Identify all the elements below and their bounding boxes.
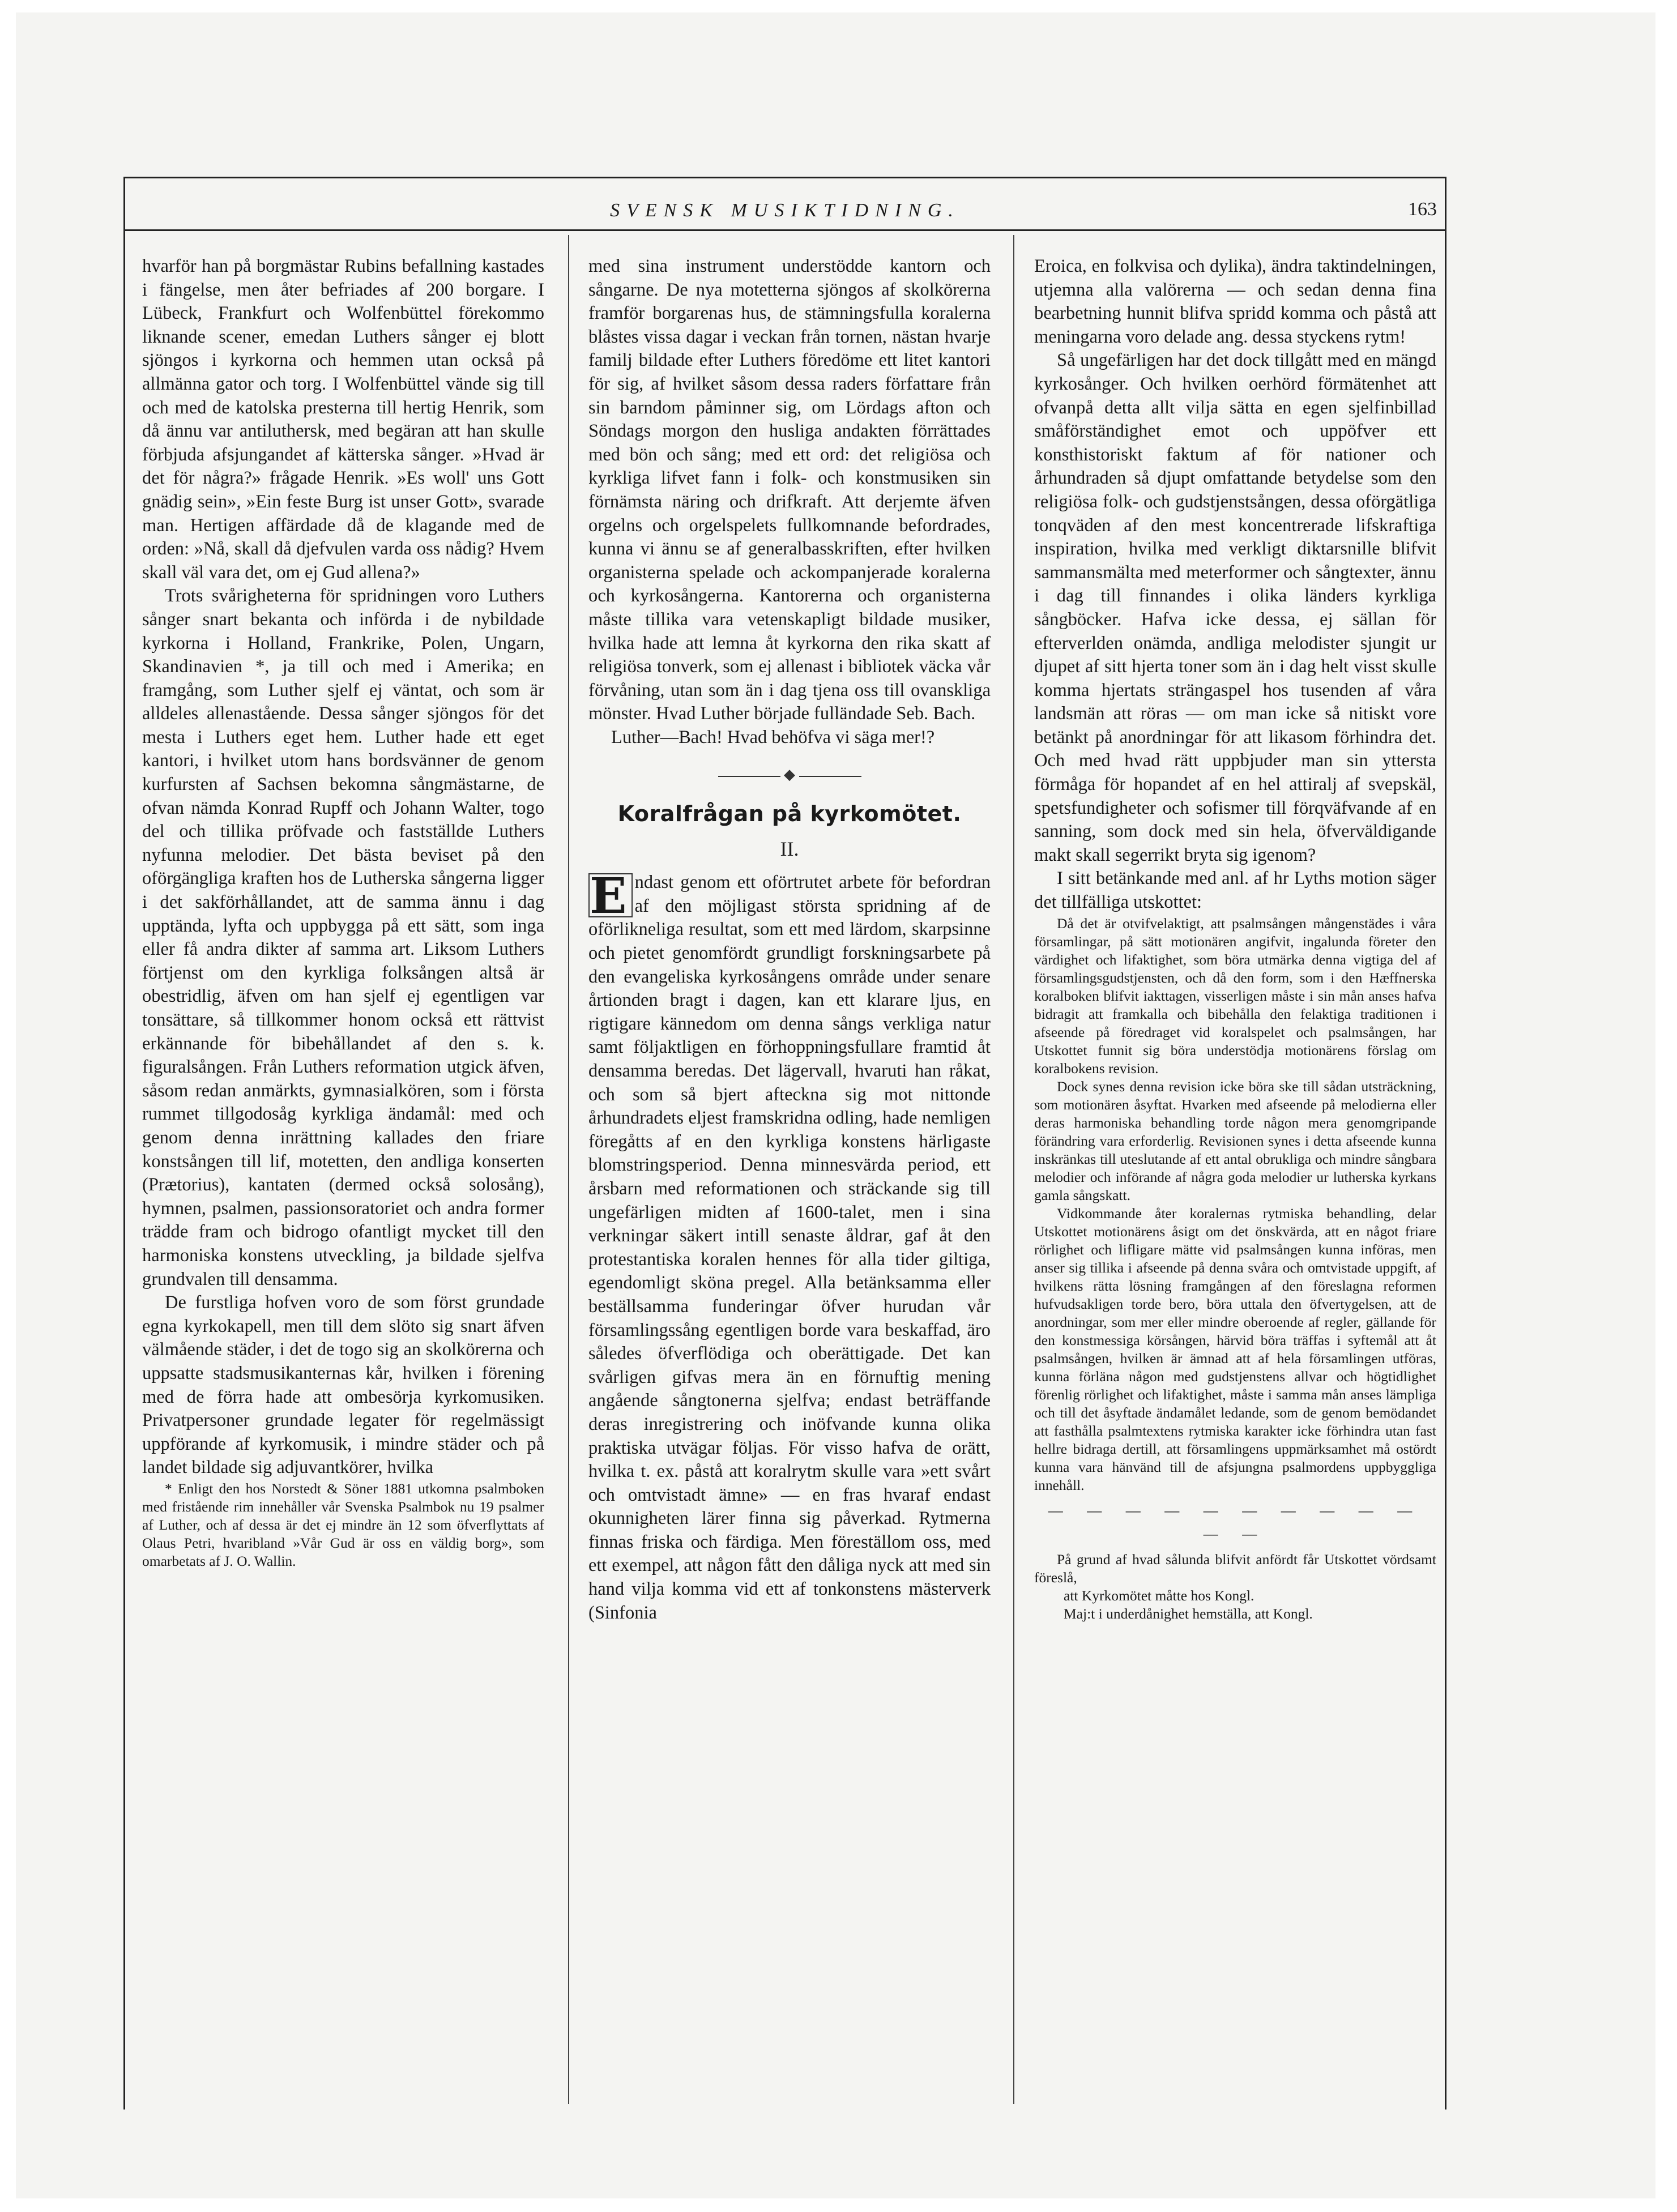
- page-frame: [123, 177, 1446, 2109]
- section-divider: ◆: [588, 763, 991, 787]
- quote-paragraph-3: Vidkommande åter koralernas rytmiska behandling, delar Utskottet motionärens åsigt om det önskvärda, att en något friare rörlighet och lifligare mätte vid psalmsången kunna införas, men anser sig tillika i afseende på denna svåra och omtvistade uppgift, af hvilkens rätta lösning framgången af den föreslagna reformen hufvudsakligen torde bero, böra uttala den öfvertygelsen, att de anordningar, som mer eller mindre oberoende af regler, gällande för den konstmessiga körsången, härvid böra träffas i syftemål att åt psalmsången, hvilken är ämnad att af hela församlingen utföras, kunna förläna någon med gudstjenstens allvar och högtidlighet förenlig rörlighet och lifaktighet, måste i samma mån anses lämpliga och till det åsyftade ändamålet ledande, som de genom bemödandet att fasthålla psalmtextens rytmiska karakter icke förhindra utan fast hellre bidraga dertill, att församlingens uppmärksamhet må ostördt kunna vara hänvänd till de afsjungna psalmordens uppbyggliga innehåll.: [1034, 1205, 1436, 1493]
- column-rule-left: [568, 235, 569, 2104]
- running-header: [125, 178, 1445, 231]
- resolution-line-1: att Kyrkomötet måtte hos Kongl.: [1064, 1587, 1254, 1604]
- column-2: [588, 255, 991, 2078]
- page-number: 163: [1408, 199, 1437, 220]
- footnote: * Enligt den hos Norstedt & Söner 1881 utkomna psalmboken med fristående rim innehåller vår Svenska Psalmbok nu 19 psalmer af Luther, och af dessa är det ej mindre än 12 som öfverflyttats af Olaus Petri, hvaribland »Vår Gud är oss en väldig borg», som omarbetats af J. O. Wallin.: [142, 1480, 544, 1569]
- column-1: [142, 255, 544, 2078]
- quote-paragraph-2: Dock synes denna revision icke böra ske till sådan utsträckning, som motionären åsyftat. Hvarken med afseende på melodierna eller deras harmoniska behandling torde någon mera genomgripande förändring vara erforderlig. Revisionen synes i detta afseende kunna inskränkas till uteslutande af ett antal obrukliga och mindre sångbara melodier och införande af några goda melodier ur lutherska kyrkans gamla sångskatt.: [1034, 1078, 1436, 1203]
- col3-paragraph-1: Eroica, en folkvisa och dylika), ändra taktindelningen, utjemna alla valörerna — och sedan denna fina bearbetning hunnit blifva spridd komma och påstå att meningarna voro delade ang. dessa styckens rytm!: [1034, 256, 1436, 347]
- col1-paragraph-1: hvarför han på borgmästar Rubins befallning kastades i fängelse, men åter befriades af 200 borgare. I Lübeck, Frankfurt och Wolfenbüttel förekommo liknande scener, emedan Luthers sånger ej blott sjöngos i kyrkorna och hemmen utan också på allmänna gator och torg. I Wolfenbüttel vände sig till och med de katolska presterna till hertig Henrik, som då ännu var antiluthersk, med begäran att han skulle förbjuda afsjungandet af kätterska sånger. »Hvad är det för några?» frågade Henrik. »Es woll' uns Gott gnädig sein», »Ein feste Burg ist unser Gott», svarade man. Hertigen affärdade då de klagande med de orden: »Nå, skall då djefvulen varda oss nådig? Hvem skall väl vara det, om ej Gud allena?»: [142, 256, 544, 583]
- col3-paragraph-2: Så ungefärligen har det dock tillgått med en mängd kyrkosånger. Och hvilken oerhörd förmätenhet att ofvanpå detta allt vilja sätta en egen sjelfinbillad småförständighet emot och uppöfver ett konsthistoriskt faktum af för nationer och århundraden så djupt omfattande betydelse som den religiösa folk- och gudstjenstsången, dessa oförgätliga tonqväden af den mest koncentrerade lifskraftiga inspiration, hvilka med verkligt diktarsnille blifvit sammansmälta med meterformer och sångtexter, ännu i dag till finnandes i olika länders kyrkliga sångböcker. Hafva icke dessa, ej sällan för efterverlden onämda, andliga melodister sjungit ur djupet af sitt hjerta toner som än i dag helt visst skulle komma hjertats strängaspel hos tusenden af våra landsmän att röras — om man icke så nitiskt vore betänkt på anordningar för att likasom förhindra det. Och med hvad rätt uppbjuder man sin yttersta förmåga för hopandet af en hel attiralj af svepskäl, spetsfundigheter och sofismer till förqväfvande af en sanning, som dock med sin hela, öfverväldigande makt skall segerrikt bryta sig igenom?: [1034, 350, 1436, 865]
- closing-paragraph: På grund af hvad sålunda blifvit anfördt får Utskottet vördsamt föreslå,: [1034, 1551, 1436, 1586]
- col2-paragraph-1: med sina instrument understödde kantorn och sångarne. De nya motetterna sjöngos af skolkörerna framför borgarenas hus, de stämningsfulla koralerna blåstes vissa dagar i veckan från tornen, nästan hvarje familj bildade efter Luthers föredöme ett litet kantori för sig, af hvilket såsom dessa raders författare från sin barndom påminner sig, om Lördags afton och Söndags morgon den husliga andakten förrättades med bön och sång; med ett ord: det religiösa och kyrkliga lifvet fann i folk- och konstmusiken sin förnämsta näring och drifkraft. Att derjemte äfven orgelns och orgelspelets fullkomnande befordrades, kunna vi ännu se af generalbasskriften, efter hvilken organisterna spelade och ackompanjerade koralerna och kyrkosångerna. Kantorerna och organisterna måste tillika vara vetenskapligt bildade musiker, hvilka hade att lemna åt kyrkorna den rika skatt af religiösa tonverk, som ej allenast i bibliotek väcka vår förvåning, utan som än i dag tjena oss till ovanskliga mönster. Hvad Luther började fulländade Seb. Bach.: [588, 256, 991, 724]
- dash-separator: — — — — — — — — — — — —: [1048, 1502, 1423, 1543]
- journal-title: SVENSK MUSIKTIDNING.: [610, 200, 960, 221]
- col2-paragraph-2: Luther—Bach! Hvad behöfva vi säga mer!?: [611, 727, 935, 748]
- col1-paragraph-3: De furstliga hofven voro de som först grundade egna kyrkokapell, men till dem slöto sig snart äfven välmående städer, i det de togo sig an skolkörerna och uppsatte stadsmusikanternas kår, hvilken i förening med de förra hade att ombesörja kyrkomusiken. Privatpersoner grundade legater för regelmässigt uppförande af kyrkomusik, i mindre städer och på landet bildade sig adjuvantkörer, hvilka: [142, 1292, 544, 1478]
- quote-paragraph-1: Då det är otvifvelaktigt, att psalmsången mångenstädes i våra församlingar, på sätt motionären angifvit, ingalunda företer den värdighet och lifaktighet, som böra utmärka denna vigtiga del af församlingsgudstjensten, och då den form, som i den Hæffnerska koralboken blifvit iakttagen, visserligen måste i sin mån anses hafva bidragit att framkalla och bibehålla den felaktiga traditionen i afseende på föredraget vid koralspelet och psalmsången, har Utskottet funnit sig böra understödja motionärens förslag om koralbokens revision.: [1034, 915, 1436, 1077]
- section-number: II.: [780, 837, 799, 860]
- resolution-line-2: Maj:t i underdånighet hemställa, att Kongl.: [1064, 1605, 1313, 1622]
- col3-paragraph-3: I sitt betänkande med anl. af hr Lyths motion säger det tillfälliga utskottet:: [1034, 868, 1436, 913]
- column-3: [1034, 255, 1436, 2078]
- column-rule-right: [1013, 235, 1014, 2104]
- section-title: Koralfrågan på kyrkomötet.: [617, 801, 962, 827]
- col1-paragraph-2: Trots svårigheterna för spridningen voro Luthers sånger snart bekanta och införda i de nybildade kyrkorna i Holland, Frankrike, Polen, Ungarn, Skandinavien *, ja till och med i Amerika; en framgång, som Luther sjelf ej väntat, och som är alldeles allenastående. Dessa sånger sjöngos för det mesta i Luthers eget hem. Luther hade ett eget kantori, i hvilket utom hans bordsvänner de genom kurfursten af Sachsen bekomna sångmästarne, de ofvan nämda Konrad Rupff och Johann Walter, togo del och tillika pröfvade och fastställde Luthers nyfunna melodier. Det bästa beviset på den oförgängliga kraften hos de Lutherska sångerna ligger i det sakförhållandet, att de samma ännu i dag upptända, lyfta och uppbygga på ett sätt, som inga eller få andra dikter af samma art. Liksom Luthers förtjenst om den kyrkliga folksången altså är obestridlig, äfven om han sjelf ej egentligen var tonsättare, så tillkommer honom också ett rättvist erkännande för bibehållandet af den s. k. figuralsången. Från Luthers reformation utgick äfven, såsom redan anmärkts, gymnasialkören, som i första rummet tillgodosåg kyrkliga ändamål: med och genom denna inrättning kallades den friare konstsången till lif, motetten, den andliga konserten (Prætorius), kantaten (dermed också solosång), hymnen, psalmen, passionsoratoriet och andra former trädde fram och bidrogo ofantligt mycket till den harmoniska konstens utveckling, ja bildade sjelfva grundvalen till densamma.: [142, 586, 544, 1289]
- drop-cap: E: [588, 873, 633, 917]
- col2-section-paragraph: ndast genom ett oförtrutet arbete för befordran af den möjligast största spridning af de oförlikneliga resultat, som ett med lärdom, skarpsinne och pietet genomfördt grundligt forskningsarbete på den evangeliska kyrkosångens område under senare årtionden bragt i dagen, kan ett klarare ljus, en rigtigare kännedom om denna sångs verkliga natur samt följaktligen en förhoppningsfullare framtid åt densamma beredas. Det lägervall, hvaruti han råkat, och som så bjert afteckna sig mot nittonde århundradets eljest framskridna odling, hade nemligen föregåtts af en den kyrkliga konstens härligaste blomstringsperiod. Denna minnesvärda period, ett årsbarn med reformationen och sträckande sig till ungefärligen midten af 1600-talet, men i sina verkningar säkert intill senaste åldrar, gaf åt den protestantiska koralen hennes för alla tider giltiga, egendomligt sköna pregel. Alla betänksamma eller beställsamma funderingar öfver hurudan vår församlingssång egentligen borde vara beskaffad, äro således öfverflödiga och oberättigade. Det kan svårligen gifvas mera än en förnuftig mening angående sångtonerna sjelfva; endast beträffande deras inregistrering och inöfvande kunna olika praktiska utvägar följas. För visso hafva de orätt, hvilka t. ex. påstå att koralrytm skulle vara »ett svårt och omtvistadt ämne» — en fras hvaraf endast okunnigheten lärer finna sig påverkad. Rytmerna finnas friska och färdiga. Men föreställom oss, med ett exempel, att någon fått den dåliga nyck att med sin hand vilja komma vid ett af tonkonstens mästerverk (Sinfonia: [588, 872, 991, 1623]
- page: [16, 12, 1655, 2198]
